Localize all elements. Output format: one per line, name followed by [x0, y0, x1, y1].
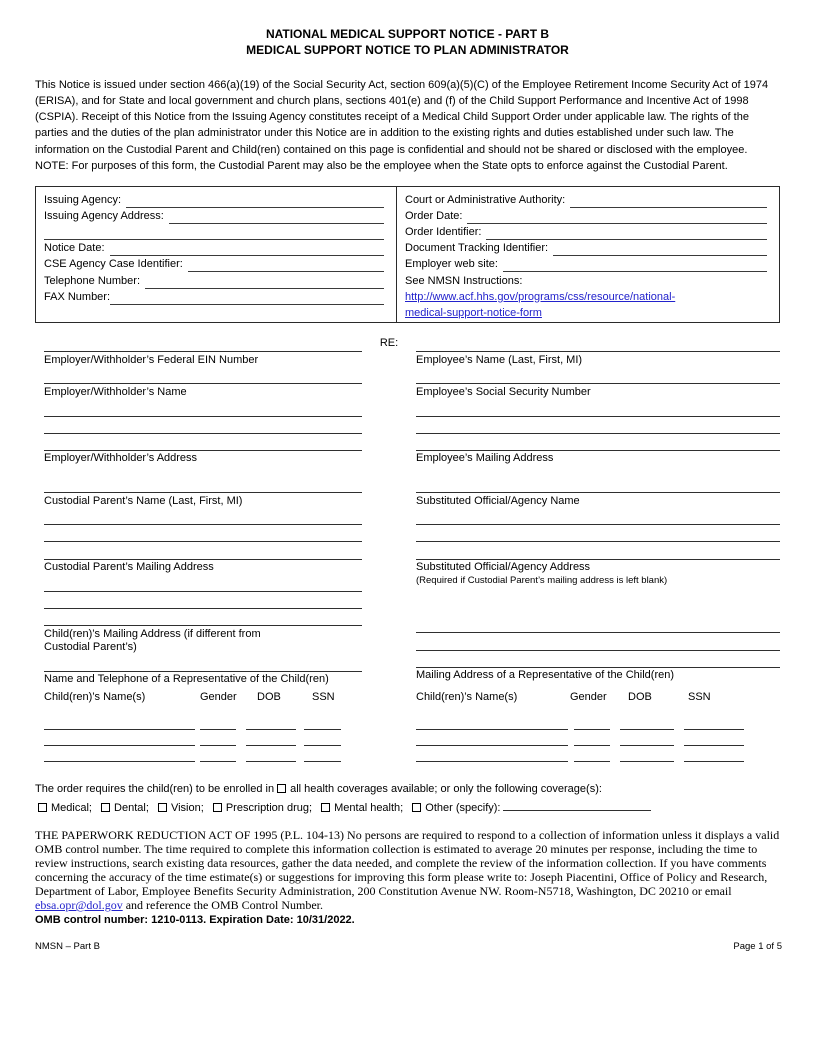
employee-ssn-label: Employee’s Social Security Number [416, 385, 591, 398]
field-employee-ssn [416, 367, 780, 399]
child-row [44, 714, 362, 730]
court-authority-row [405, 192, 767, 208]
child-dob-input-line[interactable] [620, 746, 674, 762]
court-authority-label: Court or Administrative Authority: [405, 194, 566, 207]
checkbox-all-coverages[interactable] [277, 784, 286, 793]
child-gender-input-line[interactable] [574, 714, 610, 730]
child-name-input-line[interactable] [416, 746, 568, 762]
court-authority-cell [397, 187, 779, 322]
children-table-left [44, 691, 362, 762]
custodial-parent-address-input-line-1[interactable] [44, 508, 362, 525]
nmsn-instructions-label: See NMSN Instructions: [405, 274, 523, 287]
order-date-label: Order Date: [405, 210, 463, 223]
child-row [416, 730, 780, 746]
custodial-parent-address-label: Custodial Parent’s Mailing Address [44, 561, 214, 574]
field-employee-address [416, 399, 780, 466]
employer-website-row [405, 256, 767, 272]
cse-case-identifier-label: CSE Agency Case Identifier: [44, 258, 183, 271]
children-table-left-header [44, 691, 362, 704]
fax-row [44, 289, 384, 305]
prescription-label: Prescription drug; [225, 801, 313, 814]
representative-address-label: Mailing Address of a Representative of the Child(ren) [416, 669, 675, 682]
custodial-parent-name-label: Custodial Parent’s Name (Last, First, MI) [44, 494, 243, 507]
substituted-address-input-line-1[interactable] [416, 508, 780, 525]
employer-ein-label: Employer/Withholder’s Federal EIN Number [44, 353, 259, 366]
field-custodial-parent-address [44, 508, 362, 575]
employer-column [44, 335, 362, 762]
checkbox-prescription-drug[interactable] [213, 803, 222, 812]
field-representative-address [416, 616, 780, 683]
coverage-option-other [409, 802, 500, 814]
other-label: Other (specify): [425, 801, 501, 814]
employer-name-input-line[interactable] [44, 367, 362, 384]
children-table-right [416, 691, 780, 762]
child-row [44, 746, 362, 762]
cse-case-identifier-row [44, 256, 384, 272]
document-tracking-label: Document Tracking Identifier: [405, 242, 549, 255]
coverage-line-2 [35, 798, 780, 817]
cse-case-identifier-input-line[interactable] [188, 257, 384, 272]
telephone-label: Telephone Number: [44, 274, 141, 287]
title-line-2: MEDICAL SUPPORT NOTICE TO PLAN ADMINISTRATOR [246, 43, 569, 57]
order-identifier-input-line[interactable] [486, 225, 767, 240]
employer-address-input-line-1[interactable] [44, 399, 362, 416]
representative-address-input-line-3[interactable] [416, 651, 780, 668]
field-substituted-address [416, 508, 780, 586]
nmsn-instructions-link[interactable]: http://www.acf.hhs.gov/programs/css/resource/national-medical-support-notice-form [405, 290, 676, 319]
employee-column-fields [416, 335, 780, 687]
employer-website-label: Employer web site: [405, 258, 498, 271]
substituted-address-input-line-2[interactable] [416, 525, 780, 542]
notice-date-input-line[interactable] [110, 241, 384, 256]
issuing-agency-row [44, 192, 384, 208]
child-ssn-input-line[interactable] [684, 746, 744, 762]
employer-address-input-line-3[interactable] [44, 434, 362, 451]
issuing-agency-address-row [44, 208, 384, 224]
children-mailing-address-label: Child(ren)’s Mailing Address (if different from Custodial Parent’s) [44, 627, 261, 654]
gender-header: Gender [200, 690, 237, 703]
issuing-agency-label: Issuing Agency: [44, 194, 122, 207]
employee-address-label: Employee’s Mailing Address [416, 452, 554, 465]
title-line-1: NATIONAL MEDICAL SUPPORT NOTICE - PART B [265, 27, 550, 41]
substituted-address-input-line-3[interactable] [416, 542, 780, 559]
child-row [416, 746, 780, 762]
telephone-input-line[interactable] [145, 274, 384, 289]
coverage-option-vision [155, 802, 204, 814]
child-gender-input-line[interactable] [574, 730, 610, 746]
dental-label: Dental; [114, 801, 149, 814]
child-row [416, 714, 780, 730]
field-substituted-name [416, 476, 780, 508]
child-name-input-line[interactable] [416, 714, 568, 730]
child-name-input-line[interactable] [44, 730, 195, 746]
representative-address-input-line-1[interactable] [416, 616, 780, 633]
employee-address-input-line-2[interactable] [416, 417, 780, 434]
child-name-input-line[interactable] [44, 746, 195, 762]
issuing-agency-cell [36, 187, 397, 322]
children-names-header: Child(ren)’s Name(s) [44, 690, 146, 703]
checkbox-mental-health[interactable] [321, 803, 330, 812]
substituted-name-label: Substituted Official/Agency Name [416, 494, 580, 507]
representative-name-label: Name and Telephone of a Representative of the Child(ren) [44, 673, 329, 686]
coverage-section [35, 781, 780, 817]
child-ssn-input-line[interactable] [304, 746, 341, 762]
issuing-agency-address-input-line[interactable] [169, 209, 384, 224]
field-employer-name [44, 367, 362, 399]
substituted-name-input-line[interactable] [416, 476, 780, 493]
nmsn-instructions-row [405, 272, 767, 288]
child-dob-input-line[interactable] [246, 730, 296, 746]
representative-name-input-line[interactable] [44, 655, 362, 672]
coverage-line-1 [35, 781, 780, 798]
coverage-text-before: The order requires the child(ren) to be enrolled in [35, 782, 275, 795]
ebsa-email-link[interactable]: ebsa.opr@dol.gov [35, 897, 123, 912]
court-authority-input-line[interactable] [570, 193, 767, 208]
coverage-option-medical [35, 802, 92, 814]
custodial-parent-address-input-line-2[interactable] [44, 525, 362, 542]
child-ssn-input-line[interactable] [684, 730, 744, 746]
checkbox-dental[interactable] [101, 803, 110, 812]
order-date-row [405, 208, 767, 224]
checkbox-medical[interactable] [38, 803, 47, 812]
employer-ein-input-line[interactable] [44, 335, 362, 352]
child-gender-input-line[interactable] [574, 746, 610, 762]
substituted-address-note: (Required if Custodial Parent’s mailing address is left blank) [416, 574, 668, 586]
employer-address-input-line-2[interactable] [44, 417, 362, 434]
intro-paragraph: This Notice is issued under section 466(a)(19) of the Social Security Act, section 609(a)(5)(C) of the Employee Retirement Income Security Act of 1974 (ERISA), and for State and local government and church plans, sections 401(e) and (f) of the Child Support Performance and Incentive Act of 1998 (CSPIA). Receipt of this Notice from the Issuing Agency constitutes receipt of a Medical Child Support Order under applicable law. The rights of the parties and the duties of the plan administrator under this Notice are in addition to the existing rights and duties established under such law. The information on the Custodial Parent and Child(ren) contained on this page is confidential and should not be shared or disclosed with the employee. NOTE: For purposes of this form, the Custodial Parent may also be the employee when the State opts to enforce against the Custodial Parent. [35, 79, 769, 172]
pra-text-after-link: and reference the OMB Control Number. [122, 897, 323, 912]
custodial-parent-address-input-line-3[interactable] [44, 542, 362, 559]
order-date-input-line[interactable] [467, 209, 767, 224]
child-gender-input-line[interactable] [200, 730, 236, 746]
checkbox-vision[interactable] [158, 803, 167, 812]
pra-text-before-link: THE PAPERWORK REDUCTION ACT OF 1995 (P.L. 104-13) No persons are required to respond to a collection of information unless it displays a valid OMB control number. The time required to complete this information collection is estimated to average 20 minutes per response, including the time to review instructions, search existing data resources, gather the data needed, and complete the review of the information collection. If you have comments concerning the accuracy of the time estimate(s) or suggestions for improving this form please write to: Joseph Piacentini, Office of Policy and Research, Department of Labor, Employee Benefits Security Administration, 200 Constitution Avenue NW. Room-N5718, Washington, DC 20210 or email [35, 827, 780, 898]
children-address-input-line-1[interactable] [44, 575, 362, 592]
footer-page-number: Page 1 of 5 [733, 940, 782, 952]
gender-header: Gender [570, 690, 607, 703]
child-dob-input-line[interactable] [620, 714, 674, 730]
footer-form-id: NMSN – Part B [35, 940, 100, 952]
notice-date-row [44, 240, 384, 256]
child-gender-input-line[interactable] [200, 746, 236, 762]
children-table-right-header [416, 691, 780, 704]
fax-label: FAX Number: [44, 290, 111, 303]
employer-column-fields [44, 335, 362, 687]
issuing-agency-address-input-line-2[interactable] [44, 225, 384, 240]
coverage-option-prescription [210, 802, 312, 814]
field-employer-ein [44, 335, 362, 367]
telephone-row [44, 272, 384, 288]
child-ssn-input-line[interactable] [304, 714, 341, 730]
field-employer-address [44, 399, 362, 466]
other-specify-input-line[interactable] [503, 798, 651, 811]
employee-address-input-line-3[interactable] [416, 434, 780, 451]
child-dob-input-line[interactable] [246, 714, 296, 730]
child-name-input-line[interactable] [44, 714, 195, 730]
field-employee-name [416, 335, 780, 367]
dob-header: DOB [257, 690, 281, 703]
employer-address-label: Employer/Withholder’s Address [44, 452, 198, 465]
custodial-parent-name-input-line[interactable] [44, 476, 362, 493]
child-row [44, 730, 362, 746]
issuing-agency-address-label: Issuing Agency Address: [44, 210, 164, 223]
document-tracking-input-line[interactable] [553, 241, 767, 256]
employee-address-input-line-1[interactable] [416, 399, 780, 416]
field-representative-name [44, 655, 362, 687]
document-tracking-row [405, 240, 767, 256]
employee-name-input-line[interactable] [416, 335, 780, 352]
fax-input-line[interactable] [110, 290, 384, 305]
medical-label: Medical; [51, 801, 92, 814]
mental-health-label: Mental health; [334, 801, 404, 814]
child-dob-input-line[interactable] [246, 746, 296, 762]
employee-name-label: Employee’s Name (Last, First, MI) [416, 353, 583, 366]
notice-date-label: Notice Date: [44, 242, 105, 255]
child-ssn-input-line[interactable] [304, 730, 341, 746]
issuing-agency-input-line[interactable] [126, 193, 384, 208]
agency-info-box [35, 186, 780, 323]
child-ssn-input-line[interactable] [684, 714, 744, 730]
field-custodial-parent-name [44, 476, 362, 508]
ssn-header: SSN [688, 690, 711, 703]
order-identifier-row [405, 224, 767, 240]
omb-control-line: OMB control number: 1210-0113. Expiration Date: 10/31/2022. [35, 913, 355, 926]
coverage-option-mental-health [318, 802, 403, 814]
field-children-mailing-address [44, 575, 362, 655]
re-section [35, 335, 780, 762]
representative-address-input-line-2[interactable] [416, 633, 780, 650]
paperwork-reduction-act-paragraph [35, 828, 782, 928]
child-dob-input-line[interactable] [620, 730, 674, 746]
substituted-address-label: Substituted Official/Agency Address [416, 561, 591, 574]
ssn-header: SSN [312, 690, 335, 703]
dob-header: DOB [628, 690, 652, 703]
page-footer [35, 941, 782, 952]
vision-label: Vision; [170, 801, 204, 814]
employee-ssn-input-line[interactable] [416, 367, 780, 384]
page-title [35, 26, 780, 58]
employee-column [416, 335, 780, 762]
checkbox-other[interactable] [412, 803, 421, 812]
coverage-option-dental [98, 802, 149, 814]
employer-website-input-line[interactable] [503, 257, 767, 272]
child-name-input-line[interactable] [416, 730, 568, 746]
coverage-text-after: all health coverages available; or only the following coverage(s): [290, 782, 602, 795]
child-gender-input-line[interactable] [200, 714, 236, 730]
children-address-input-line-3[interactable] [44, 609, 362, 626]
re-label: RE: [379, 336, 399, 349]
issuing-agency-address-row-2 [44, 224, 384, 240]
children-names-header: Child(ren)’s Name(s) [416, 690, 518, 703]
order-identifier-label: Order Identifier: [405, 226, 482, 239]
employer-name-label: Employer/Withholder’s Name [44, 385, 187, 398]
children-address-input-line-2[interactable] [44, 592, 362, 609]
